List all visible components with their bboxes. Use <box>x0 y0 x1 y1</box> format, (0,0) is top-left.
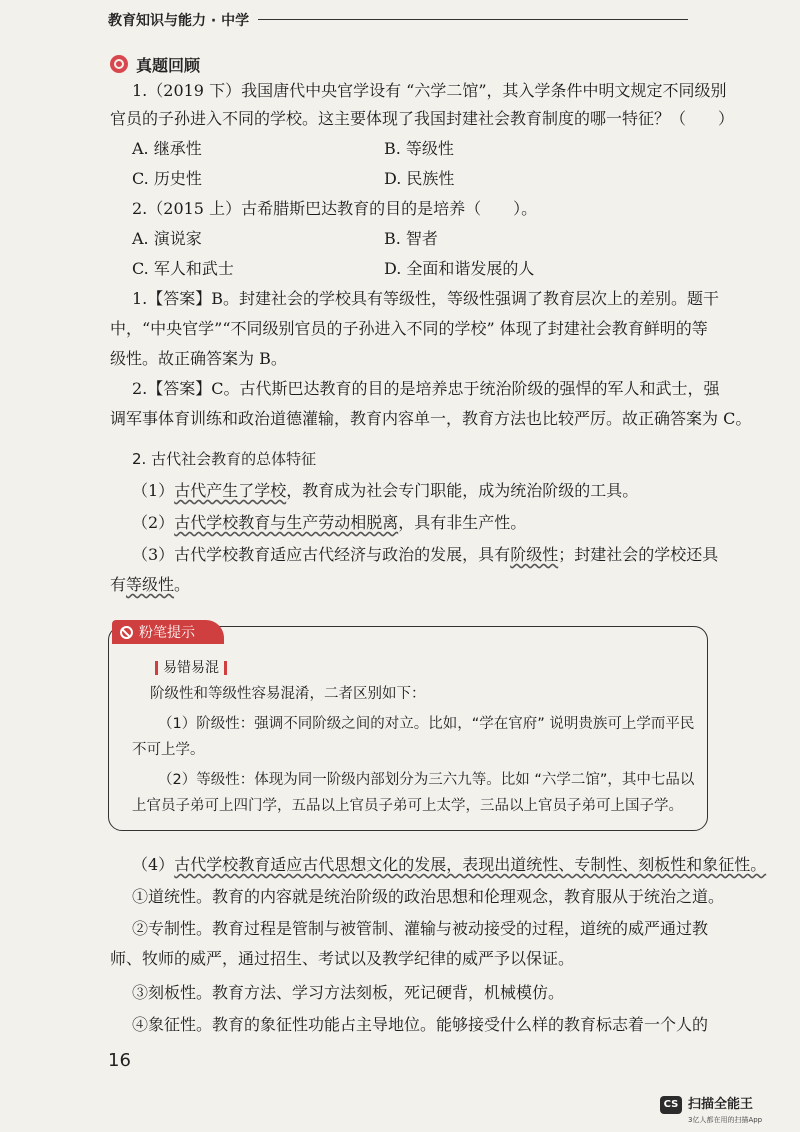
feature-1 <box>132 480 710 502</box>
feature-4 <box>132 854 767 876</box>
feature-3-line2-pre: 有 <box>110 575 127 594</box>
q1-option-a: A. 继承性 <box>132 139 202 158</box>
q1-line1: 1.（2019 下）我国唐代中央官学设有 “六学二馆”，其入学条件中明文规定不同级别 <box>132 81 727 100</box>
tip-line2: （1）阶级性：强调不同阶级之间的对立。比如，“学在官府” 说明贵族可上学而平民 <box>158 716 695 732</box>
header-title: 教育知识与能力 · 中学 <box>108 13 250 29</box>
answer1-line3: 级性。故正确答案为 B。 <box>110 349 287 368</box>
tip-tab <box>112 620 224 644</box>
feature-4-point4: ④象征性。教育的象征性功能占主导地位。能够接受什么样的教育标志着一个人的 <box>132 1015 709 1034</box>
feature-3-line2 <box>110 574 710 596</box>
feature-2-num: （2） <box>132 513 175 532</box>
feature-2-rest: ，具有非生产性。 <box>398 513 527 532</box>
feature-2 <box>132 512 710 534</box>
target-icon <box>110 55 128 73</box>
features-heading: 2. 古代社会教育的总体特征 <box>132 450 317 468</box>
answer2-line1: 2.【答案】C。古代斯巴达教育的目的是培养忠于统治阶级的强悍的军人和武士，强 <box>132 379 720 398</box>
section-title: 真题回顾 <box>136 55 201 75</box>
q1-option-c: C. 历史性 <box>132 169 202 188</box>
ban-icon <box>120 626 133 639</box>
q2-option-a: A. 演说家 <box>132 229 202 248</box>
feature-2-key: 古代学校教育与生产劳动相脱离 <box>174 513 399 532</box>
feature-4-point3: ③刻板性。教育方法、学习方法刻板，死记硬背，机械模仿。 <box>132 983 565 1002</box>
header-rule <box>258 19 688 20</box>
answer2-line2: 调军事体育训练和政治道德灌输，教育内容单一，教育方法也比较严厉。故正确答案为 C。 <box>110 409 752 428</box>
scanner-name: 扫描全能王 <box>688 1097 754 1112</box>
q1-option-b: B. 等级性 <box>384 139 454 158</box>
feature-1-num: （1） <box>132 481 175 500</box>
feature-3-rest: ；封建社会的学校还具 <box>558 545 719 564</box>
q2-option-c: C. 军人和武士 <box>132 259 234 278</box>
tip-label <box>150 658 232 678</box>
feature-3-line1 <box>132 544 719 566</box>
scanner-watermark <box>660 1096 790 1128</box>
tip-line1: 阶级性和等级性容易混淆，二者区别如下： <box>150 686 426 702</box>
tip-tab-label: 粉笔提示 <box>139 625 195 641</box>
feature-3-pre: （3）古代学校教育适应古代经济与政治的发展，具有 <box>132 545 511 564</box>
feature-1-key: 古代产生了学校 <box>174 481 287 500</box>
tip-label-bar-right <box>224 661 227 675</box>
tip-label-text: 易错易混 <box>163 660 219 676</box>
q2-option-d: D. 全面和谐发展的人 <box>384 259 535 278</box>
feature-4-point2-line2: 师、牧师的威严，通过招生、考试以及教学纪律的威严予以保证。 <box>110 949 575 968</box>
scanner-logo-icon: CS <box>660 1096 682 1114</box>
scanner-tagline: 3亿人都在用的扫描App <box>688 1116 763 1124</box>
feature-1-rest: ，教育成为社会专门职能，成为统治阶级的工具。 <box>286 481 639 500</box>
tip-label-bar-left <box>155 661 158 675</box>
feature-4-key: 古代学校教育适应古代思想文化的发展，表现出道统性、专制性、刻板性和象征性。 <box>174 855 767 874</box>
feature-4-num: （4） <box>132 855 175 874</box>
running-header <box>108 4 688 32</box>
answer1-line1: 1.【答案】B。封建社会的学校具有等级性，等级性强调了教育层次上的差别。题干 <box>132 289 720 308</box>
answer1-line2: 中，“中央官学”“不同级别官员的子孙进入不同的学校” 体现了封建社会教育鲜明的等 <box>110 319 708 338</box>
feature-3-key: 阶级性 <box>510 545 559 564</box>
tip-line4: （2）等级性：体现为同一阶级内部划分为三六九等。比如 “六学二馆”，其中七品以 <box>158 772 695 788</box>
tip-line5: 上官员子弟可上四门学，五品以上官员子弟可上太学，三品以上官员子弟可上国子学。 <box>132 798 683 814</box>
q1-option-d: D. 民族性 <box>384 169 455 188</box>
feature-4-point2-line1: ②专制性。教育过程是管制与被管制、灌输与被动接受的过程，道统的威严通过教 <box>132 919 709 938</box>
page-number: 16 <box>108 1050 131 1071</box>
q2-option-b: B. 智者 <box>384 229 438 248</box>
section-heading <box>110 52 200 76</box>
q2-line1: 2.（2015 上）古希腊斯巴达教育的目的是培养（ ）。 <box>132 199 538 218</box>
feature-3-line2-key: 等级性 <box>126 575 175 594</box>
q1-line2: 官员的子孙进入不同的学校。这主要体现了我国封建社会教育制度的哪一特征？（ ） <box>110 109 735 128</box>
feature-4-point1: ①道统性。教育的内容就是统治阶级的政治思想和伦理观念，教育服从于统治之道。 <box>132 887 725 906</box>
feature-3-line2-rest: 。 <box>174 575 191 594</box>
tip-line3: 不可上学。 <box>132 742 205 758</box>
